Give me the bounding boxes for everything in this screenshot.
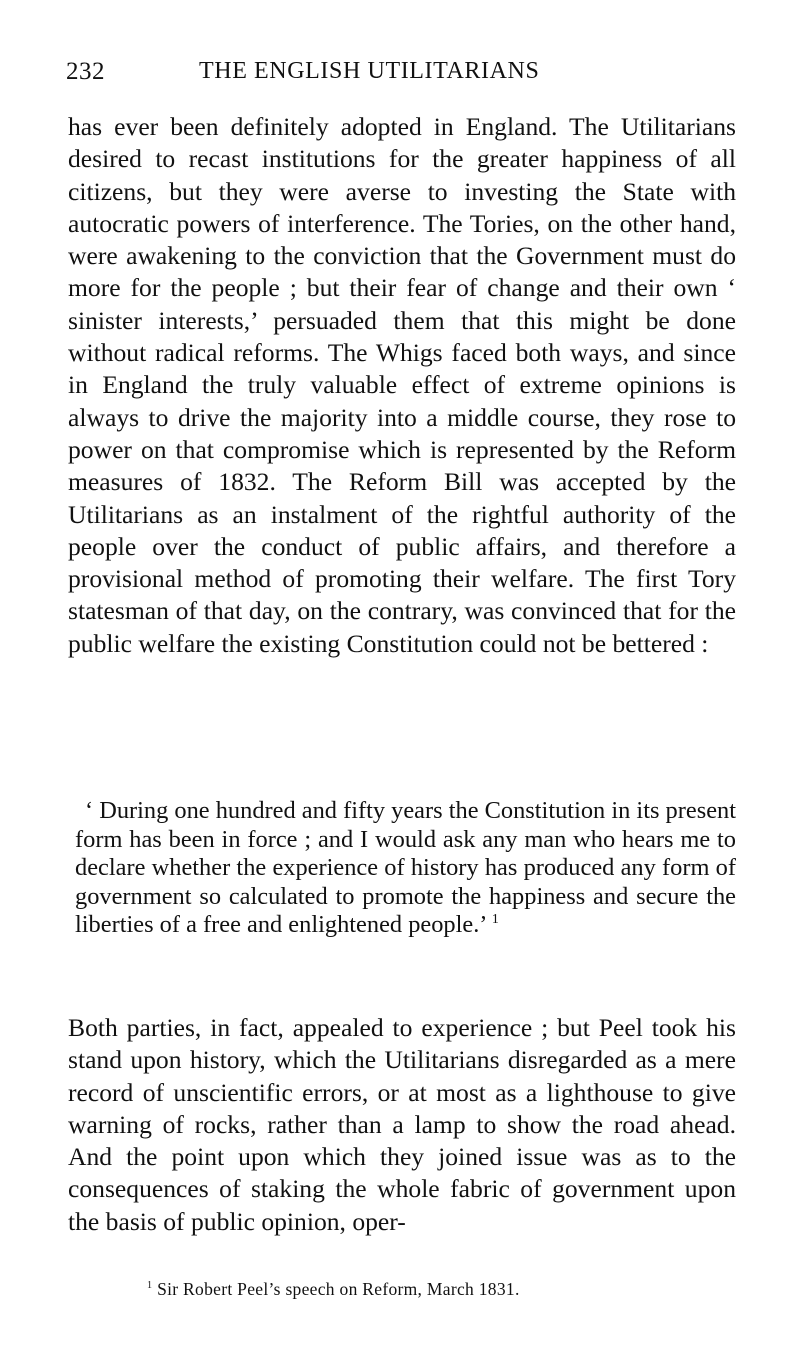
body-paragraph-1: has ever been definitely adopted in England. The Utilitarians desired to recast institutions for the greater happiness of all citizens, but they were averse to investing the State with autocratic powers of interference. The Tories, on the other hand, were awakening to the conviction that the Government must do more for the people ; but their fear of change and their own ‘ sinister interests,’ persuaded them that this might be done without radical reforms. The Whigs faced both ways, and since in England the truly valuable effect of extreme opinions is always to drive the majority into a middle course, they rose to power on that compromise which is represented by the Reform measures of 1832. The Reform Bill was accepted by the Utilitarians as an instalment of the rightful authority of the people over the conduct of public affairs, and therefore a provisional method of promoting their welfare. The first Tory statesman of that day, on the contrary, was convinced that for the public welfare the existing Constitution could not be bettered : bbox=[68, 112, 736, 658]
body-paragraph-2: Both parties, in fact, appealed to experience ; but Peel took his stand upon history, which the Utilitarians disregarded as a mere record of unscientific errors, or at most as a lighthouse to give warning of rocks, rather than a lamp to show the road ahead. And the point upon which they joined issue was as to the consequences of staking the whole fabric of government upon the basis of public opinion, oper- bbox=[68, 1013, 736, 1236]
running-title: THE ENGLISH UTILITARIANS bbox=[199, 58, 540, 84]
footnote-marker: 1 bbox=[147, 1280, 153, 1292]
footnote bbox=[147, 1279, 520, 1300]
footnote-reference-marker: 1 bbox=[491, 911, 499, 928]
page-number: 232 bbox=[66, 58, 105, 85]
footnote-text: Sir Robert Peel’s speech on Reform, March 1831. bbox=[157, 1279, 520, 1299]
block-quotation bbox=[75, 797, 736, 940]
quotation-text: ‘ During one hundred and fifty years the Constitution in its present form has been in force ; and I would ask any man who hears me to declare whether the experience of history has produced any form of government so calculated to promote the happiness and secure the liberties of a free and enlightened people.’ bbox=[75, 797, 736, 939]
page-header bbox=[66, 58, 646, 92]
